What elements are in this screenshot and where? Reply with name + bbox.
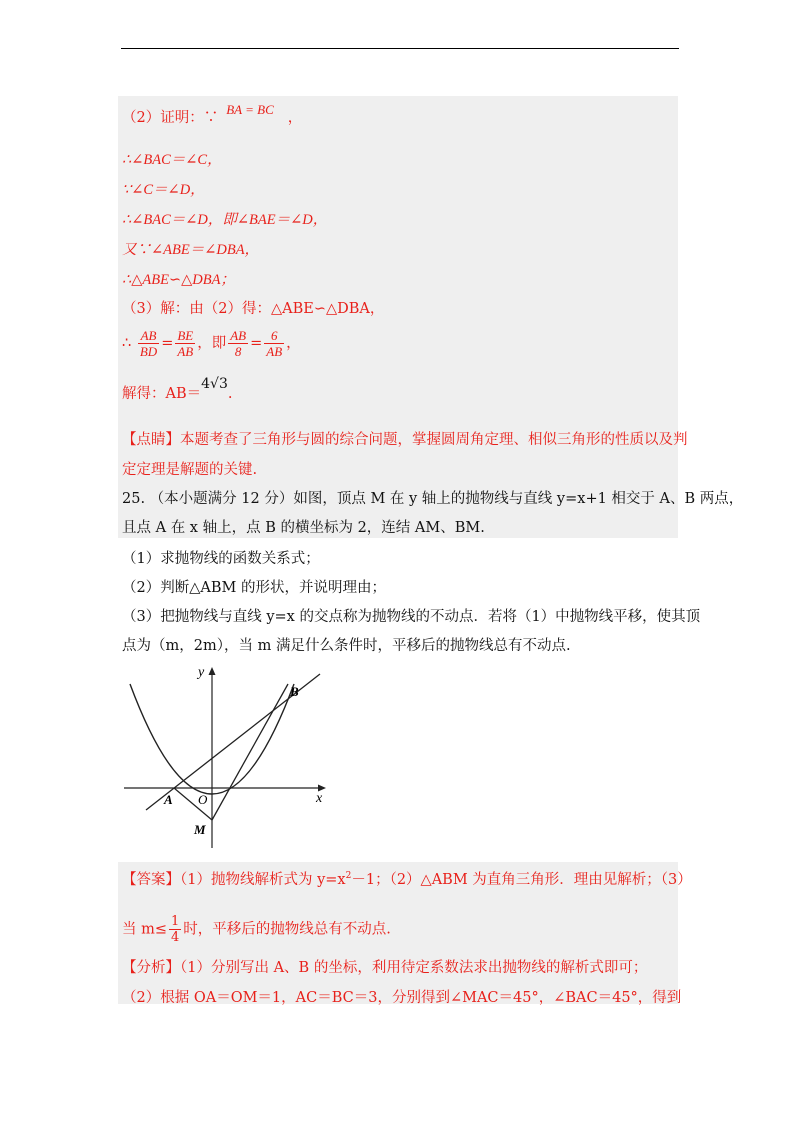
parabola-figure bbox=[120, 664, 334, 850]
proof-line-6: ∴△ABE∽△DBA； bbox=[122, 272, 235, 288]
proof-line-9: 解得：AB＝4√3. bbox=[122, 376, 233, 402]
ab-value: 4√3 bbox=[201, 376, 228, 392]
analysis-line-1: 【分析】（1）分别写出 A、B 的坐标，利用待定系数法求出抛物线的解析式即可； bbox=[122, 960, 648, 976]
analysis-line-2: （2）根据 OA＝OM＝1，AC＝BC＝3，分别得到∠MAC＝45°，∠BAC＝45°，得到 bbox=[122, 990, 682, 1006]
segment-bm bbox=[212, 684, 288, 820]
label-x: x bbox=[316, 791, 323, 806]
label-y: y bbox=[198, 665, 205, 680]
answer-line-1: 【答案】（1）抛物线解析式为 $y=x^2-1$；（2）△ABM 为直角三角形．理由见解析；（3） bbox=[122, 871, 692, 888]
dianjing-tag: 【点睛】 bbox=[122, 432, 180, 448]
label-m: M bbox=[194, 822, 206, 837]
dianjing-line-2: 定定理是解题的关键. bbox=[122, 462, 258, 478]
label-b: B bbox=[290, 684, 299, 699]
label-o: O bbox=[198, 792, 208, 807]
proof-line-4: ∴∠BAC＝∠D，即∠BAE＝∠D， bbox=[122, 212, 328, 228]
proof-line-7: （3）解：由（2）得：△ABE∽△DBA， bbox=[122, 301, 385, 317]
proof-line-1: （2）证明：∵BA = BC， bbox=[122, 102, 303, 126]
question-line-2: 且点 A 在 x 轴上，点 B 的横坐标为 2，连结 AM、BM. bbox=[122, 520, 485, 536]
fraction-one-quarter: $\frac{1}{4}$ bbox=[171, 914, 180, 945]
question-sub-3-line-2: 点为（m，2m），当 m 满足什么条件时，平移后的抛物线总有不动点. bbox=[122, 638, 571, 654]
fraction-6-ab: $\frac{6}{AB}$ bbox=[266, 328, 283, 359]
question-sub-2: （2）判断△ABM 的形状，并说明理由； bbox=[122, 580, 386, 596]
fraction-be-ab: $\frac{BE}{AB}$ bbox=[177, 328, 194, 359]
answer-line-2: 当 m≤ $\frac{1}{4}$ 时，平移后的抛物线总有不动点. bbox=[122, 914, 391, 945]
dianjing-line-1: 【点睛】本题考查了三角形与圆的综合问题，掌握圆周角定理、相似三角形的性质以及判 bbox=[122, 432, 688, 448]
proof-line-3: ∵∠C＝∠D， bbox=[122, 182, 205, 198]
proof-line-2: ∴∠BAC＝∠C， bbox=[122, 152, 222, 168]
question-line-1: 25. （本小题满分 12 分）如图，顶点 M 在 y 轴上的抛物线与直线 y=x+1 相交于 A、B 两点， bbox=[122, 491, 744, 507]
fraction-ab-bd: $\frac{AB}{BD}$ bbox=[139, 328, 158, 359]
proof-line-5: 又∵∠ABE＝∠DBA， bbox=[122, 242, 260, 258]
question-sub-3-line-1: （3）把抛物线与直线 y=x 的交点称为抛物线的不动点．若将（1）中抛物线平移，使其顶 bbox=[122, 609, 701, 625]
question-sub-1: （1）求抛物线的函数关系式； bbox=[122, 551, 320, 567]
label-a: A bbox=[164, 792, 173, 807]
analysis-tag: 【分析】 bbox=[122, 960, 180, 976]
fraction-ab-8: $\frac{AB}{8}$ bbox=[230, 328, 247, 359]
proof-line-8: ∴ $\frac{AB}{BD}$ = $\frac{BE}{AB}$ ，即 $\frac{AB}{8}$ = $\frac{6}{AB}$ ， bbox=[122, 328, 301, 359]
header-rule bbox=[121, 48, 679, 49]
y-axis-arrow bbox=[209, 667, 216, 675]
answer-tag: 【答案】 bbox=[122, 871, 180, 888]
arc-equality: BA = BC bbox=[226, 102, 274, 117]
